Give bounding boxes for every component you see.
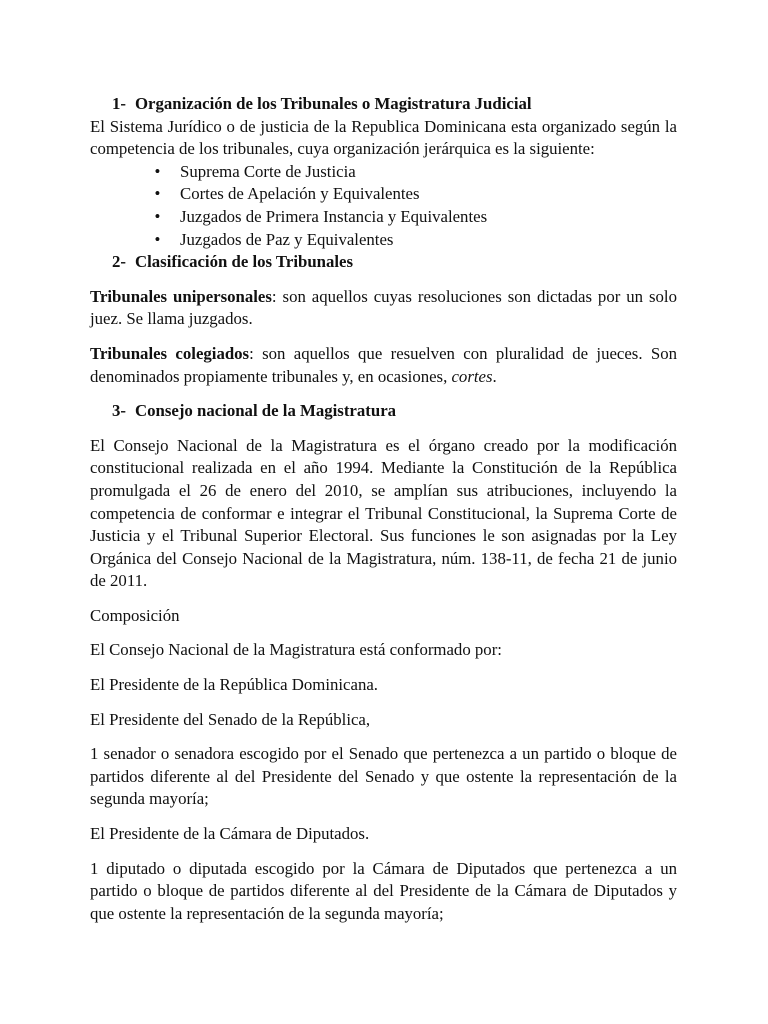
bullet-icon: • — [154, 206, 161, 226]
list-item: • Juzgados de Primera Instancia y Equivalentes — [135, 206, 677, 229]
section-1-title: Organización de los Tribunales o Magistratura Judicial — [135, 94, 532, 113]
consejo-intro-paragraph: El Consejo Nacional de la Magistratura es el órgano creado por la modificación constitucional realizada en el año 1994. Mediante la Constitución de la República promulgada el 26 de enero del 2010, se amplían sus atribuciones, incluyendo la competencia de conformar e integrar el Tribunal Constitucional, la Suprema Corte de Justicia y el Tribunal Superior Electoral. Sus funciones le son asignadas por la Ley Orgánica del Consejo Nacional de la Magistratura, núm. 138-11, de fecha 21 de junio de 2011. — [90, 435, 677, 591]
bullet-icon: • — [154, 229, 161, 249]
list-item: • Suprema Corte de Justicia — [135, 161, 677, 184]
list-item: • Juzgados de Paz y Equivalentes — [135, 229, 677, 252]
unipersonales-term: Tribunales unipersonales — [90, 286, 272, 306]
section-1-body: El Sistema Jurídico o de justicia de la Republica Dominicana esta organizado según la competencia de los tribunales, cuya organización jerárquica es la siguiente: — [90, 116, 677, 159]
section-3-number: 3- — [112, 401, 126, 421]
member-paragraph: 1 diputado o diputada escogido por la Cámara de Diputados que pertenezca a un partido o bloque de partidos diferente al del Presidente de la Cámara de Diputados y que ostente la representación de la segunda mayoría; — [90, 858, 677, 923]
section-3-title: Consejo nacional de la Magistratura — [135, 401, 397, 421]
colegiados-paragraph: Tribunales colegiados: son aquellos que resuelven con pluralidad de jueces. Son denominados propiamente tribunales y, en ocasiones, cortes. — [90, 343, 677, 386]
section-3-heading — [90, 400, 677, 423]
section-2-heading — [90, 251, 677, 274]
unipersonales-paragraph: Tribunales unipersonales: son aquellos cuyas resoluciones son dictadas por un solo juez. Se llama juzgados. — [90, 286, 677, 329]
section-2-number: 2- — [112, 252, 126, 272]
member-paragraph: El Presidente del Senado de la República, — [90, 709, 371, 729]
member-paragraph: 1 senador o senadora escogido por el Senado que pertenezca a un partido o bloque de partidos diferente al del Presidente del Senado y que ostente la representación de la segunda mayoría; — [90, 744, 677, 809]
member-paragraph: El Presidente de la Cámara de Diputados. — [90, 824, 370, 844]
colegiados-term: Tribunales colegiados — [90, 343, 250, 363]
composicion-label: Composición — [90, 605, 180, 625]
bullet-icon: • — [154, 184, 161, 204]
section-1-number: 1- — [112, 94, 126, 113]
section-2-title: Clasificación de los Tribunales — [135, 252, 354, 272]
bullet-icon: • — [154, 161, 161, 181]
court-hierarchy-list — [90, 161, 677, 251]
list-item: • Cortes de Apelación y Equivalentes — [135, 183, 677, 206]
document-content — [90, 93, 677, 925]
section-1-heading — [90, 93, 677, 116]
conformado-paragraph: El Consejo Nacional de la Magistratura está conformado por: — [90, 640, 502, 660]
member-paragraph: El Presidente de la República Dominicana. — [90, 675, 378, 695]
